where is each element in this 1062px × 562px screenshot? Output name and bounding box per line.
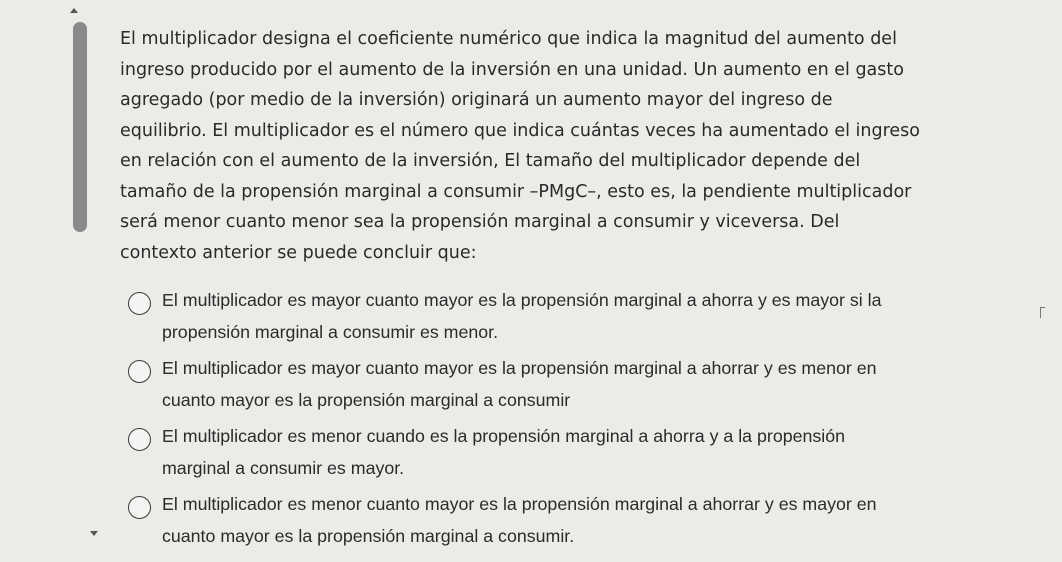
answer-option-label: El multiplicador es menor cuando es la propensión marginal a ahorra y a la propensión marginal a consumir es mayor.	[162, 426, 845, 478]
answer-option-label: El multiplicador es menor cuanto mayor es la propensión marginal a ahorrar y es mayor en cuanto mayor es la propensión marginal a consumir.	[162, 494, 877, 546]
answer-options	[125, 284, 885, 556]
scroll-up-arrow-icon[interactable]	[70, 8, 78, 13]
radio-button[interactable]	[128, 496, 151, 519]
radio-button[interactable]	[128, 428, 151, 451]
answer-option-label: El multiplicador es mayor cuanto mayor es la propensión marginal a ahorrar y es menor en cuanto mayor es la propensión marginal a consumir	[162, 358, 877, 410]
radio-button[interactable]	[128, 292, 151, 315]
bracket-icon	[1040, 307, 1045, 318]
answer-option-3[interactable]	[125, 420, 885, 488]
scroll-down-arrow-icon[interactable]	[90, 531, 98, 536]
answer-option-1[interactable]	[125, 284, 885, 352]
scrollbar-thumb[interactable]	[73, 22, 87, 232]
radio-button[interactable]	[128, 360, 151, 383]
answer-option-label: El multiplicador es mayor cuanto mayor es la propensión marginal a ahorra y es mayor si la propensión marginal a consumir es menor.	[162, 290, 882, 342]
question-text: El multiplicador designa el coeficiente numérico que indica la magnitud del aumento del ingreso producido por el aumento de la inversión en una unidad. Un aumento en el gasto agregado (por medio de la inversión) originará un aumento mayor del ingreso de equilibrio. El multiplicador es el número que indica cuántas veces ha aumentado el ingreso en relación con el aumento de la inversión, El tamaño del multiplicador depende del tamaño de la propensión marginal a consumir –PMgC–, esto es, la pendiente multiplicador será menor cuanto menor sea la propensión marginal a consumir y viceversa. Del contexto anterior se puede concluir que:	[120, 29, 920, 263]
answer-option-4[interactable]	[125, 488, 885, 556]
answer-option-2[interactable]	[125, 352, 885, 420]
